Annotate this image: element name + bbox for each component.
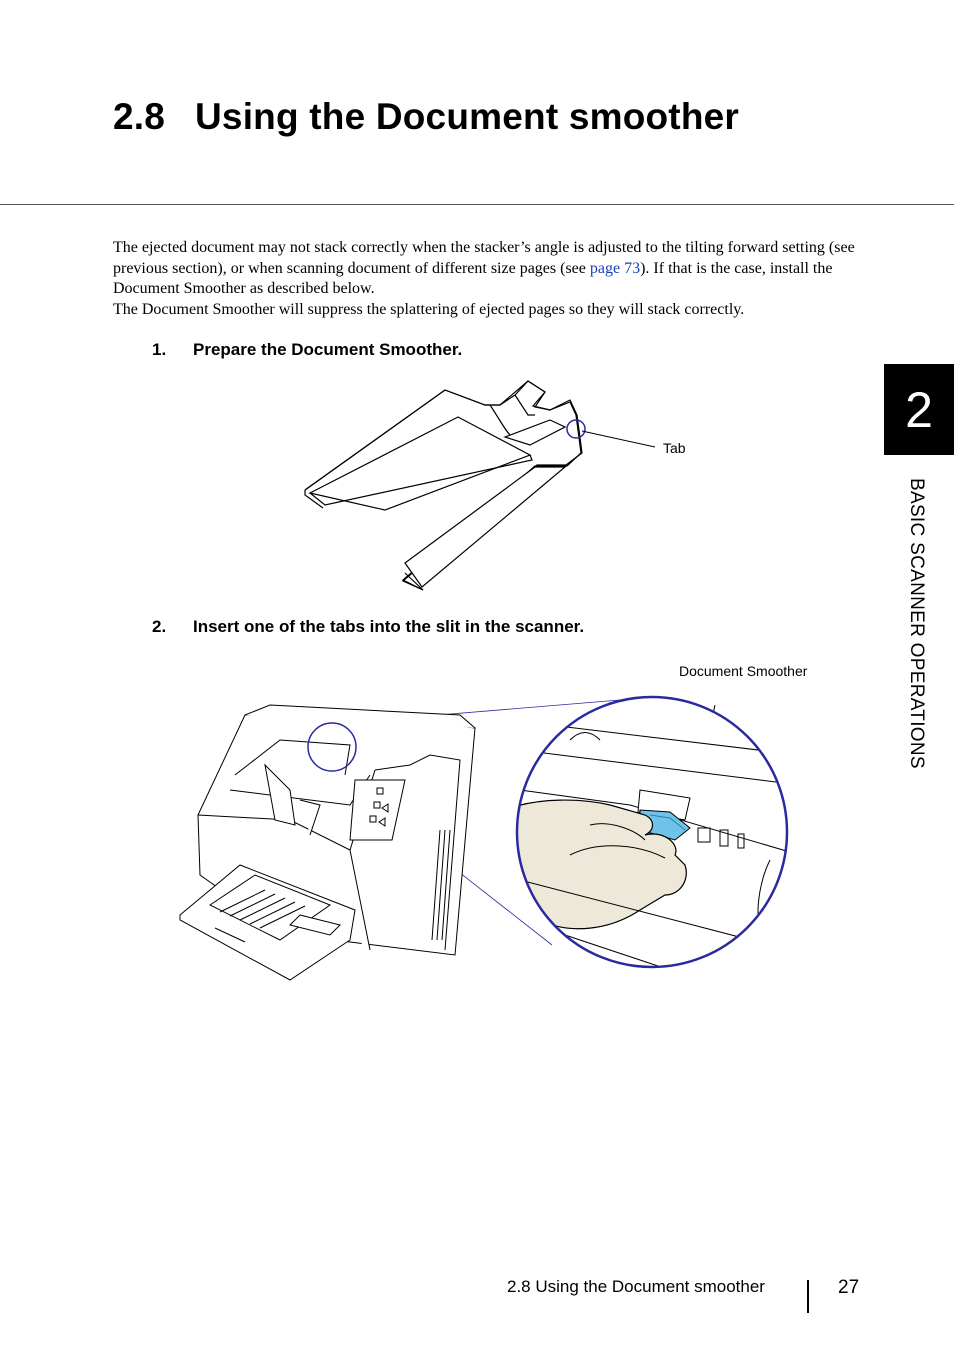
scanner-insertion-figure — [170, 680, 800, 985]
document-smoother-label: Document Smoother — [679, 663, 808, 679]
section-number: 2.8 — [113, 96, 166, 137]
chapter-tab: 2 — [884, 364, 954, 455]
step-2 — [152, 617, 584, 637]
intro-text — [113, 238, 863, 320]
page-73-link[interactable]: page 73 — [589, 259, 641, 277]
step-number: 2. — [152, 617, 167, 636]
step-text: Insert one of the tabs into the slit in the scanner. — [193, 617, 585, 636]
page-number: 27 — [838, 1277, 860, 1298]
chapter-title-vertical: BASIC SCANNER OPERATIONS — [906, 478, 927, 769]
footer-divider — [807, 1280, 809, 1313]
tab-label: Tab — [663, 440, 686, 456]
step-1 — [152, 340, 462, 360]
intro-paragraph-2: The Document Smoother will suppress the splattering of ejected pages so they will stack correctly. — [113, 300, 745, 318]
scanner-illustration — [180, 705, 475, 980]
footer-section-title: 2.8 Using the Document smoother — [507, 1277, 765, 1296]
section-heading — [113, 96, 739, 138]
document-smoother-figure — [300, 375, 710, 595]
magnified-view — [510, 690, 800, 980]
intro-paragraph-1 — [113, 238, 863, 300]
heading-divider — [0, 204, 954, 205]
tab-callout-circle — [567, 420, 585, 438]
intro-text-part: The ejected document may not stack correctly when the stacker’s angle is adjusted to the tilting forward setting (see previous section), or when scanning document of different size pages (see — [113, 239, 855, 277]
tab-leader-line — [582, 431, 655, 447]
step-text: Prepare the Document Smoother. — [193, 340, 463, 359]
section-title: Using the Document smoother — [195, 96, 739, 137]
step-number: 1. — [152, 340, 167, 359]
intro-text-part: ). If that is the case, install the Document Smoother as described below. — [113, 259, 833, 298]
